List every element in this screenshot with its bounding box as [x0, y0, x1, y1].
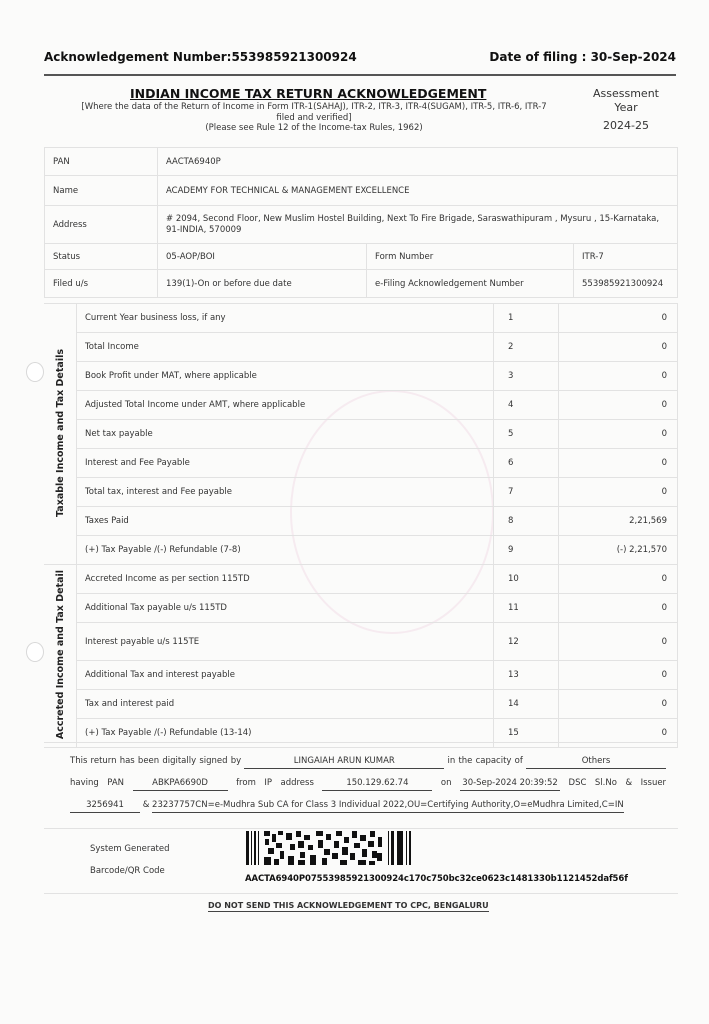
- row-label: Accreted Income as per section 115TD: [77, 565, 494, 594]
- footer-notice: DO NOT SEND THIS ACKNOWLEDGEMENT TO CPC, BENGALURU: [208, 901, 489, 910]
- row-number: 7: [494, 478, 559, 507]
- row-label: Tax and interest paid: [77, 690, 494, 719]
- signature-text: from IP address: [236, 778, 314, 788]
- row-value: 0: [559, 565, 678, 594]
- row-label: (+) Tax Payable /(-) Refundable (13-14): [77, 719, 494, 748]
- taxable-section-label-cell: [44, 304, 77, 565]
- row-value: 0: [559, 362, 678, 391]
- row-number: 12: [494, 623, 559, 661]
- row-value: 0: [559, 623, 678, 661]
- row-number: 1: [494, 304, 559, 333]
- assessment-year-box: [584, 87, 668, 133]
- divider: [44, 74, 676, 76]
- signer-pan: ABKPA6690D: [133, 776, 228, 791]
- row-label: Total Income: [77, 333, 494, 362]
- row-value: 0: [559, 304, 678, 333]
- row-label: Additional Tax payable u/s 115TD: [77, 594, 494, 623]
- address-value: # 2094, Second Floor, New Muslim Hostel Building, Next To Fire Brigade, Saraswathipuram , Mysuru , 15-Karnataka, 91-INDIA, 570009: [158, 206, 678, 244]
- table-row: [44, 623, 678, 661]
- signing-datetime: 30-Sep-2024 20:39:52: [460, 776, 560, 791]
- divider: [44, 893, 678, 894]
- status-value: 05-AOP/BOI: [158, 244, 367, 270]
- row-label: (+) Tax Payable /(-) Refundable (7-8): [77, 536, 494, 565]
- table-row: [44, 304, 678, 333]
- signer-ip: 150.129.62.74: [322, 776, 432, 791]
- row-label: Book Profit under MAT, where applicable: [77, 362, 494, 391]
- taxpayer-info-table: [44, 147, 678, 298]
- row-number: 6: [494, 449, 559, 478]
- signature-text: &: [142, 800, 150, 810]
- table-row: [44, 536, 678, 565]
- info-row-address: [45, 206, 678, 244]
- table-row: [44, 661, 678, 690]
- name-label: Name: [45, 176, 158, 206]
- table-row: [44, 507, 678, 536]
- row-number: 5: [494, 420, 559, 449]
- signature-text: DSC Sl.No & Issuer: [568, 778, 667, 788]
- address-label: Address: [45, 206, 158, 244]
- table-row: [44, 478, 678, 507]
- efiling-ack-label: e-Filing Acknowledgement Number: [367, 270, 574, 298]
- table-row: [44, 690, 678, 719]
- barcode-icon: [246, 831, 416, 865]
- taxable-section-label: Taxable Income and Tax Details: [54, 348, 66, 517]
- row-label: Interest and Fee Payable: [77, 449, 494, 478]
- table-row: [44, 449, 678, 478]
- subtitle-line: (Please see Rule 12 of the Income-tax Rules, 1962): [205, 123, 423, 133]
- row-label: Additional Tax and interest payable: [77, 661, 494, 690]
- info-row-pan: [45, 148, 678, 176]
- barcode-text: AACTA6940P07553985921300924c170c750bc32ce0623c1481330b1121452daf56f: [245, 874, 628, 884]
- row-number: 15: [494, 719, 559, 748]
- subtitle-line: filed and verified]: [276, 112, 352, 123]
- table-row: [44, 333, 678, 362]
- subtitle-line: [Where the data of the Return of Income in Form ITR-1(SAHAJ), ITR-2, ITR-3, ITR-4(SUGAM), ITR-5, ITR-6, ITR-7: [81, 102, 547, 112]
- signature-text: This return has been digitally signed by: [70, 756, 242, 766]
- assessment-year-value: 2024-25: [603, 119, 649, 132]
- barcode-label: Barcode/QR Code: [90, 866, 165, 876]
- signature-text: in the capacity of: [447, 756, 523, 766]
- table-row: [44, 391, 678, 420]
- pan-label: PAN: [45, 148, 158, 176]
- signer-name: LINGAIAH ARUN KUMAR: [244, 754, 444, 769]
- table-row: [44, 362, 678, 391]
- row-number: 10: [494, 565, 559, 594]
- acknowledgement-number: Acknowledgement Number:553985921300924: [44, 50, 357, 64]
- row-number: 3: [494, 362, 559, 391]
- top-bar: [44, 50, 676, 64]
- row-label: Adjusted Total Income under AMT, where applicable: [77, 391, 494, 420]
- row-label: Taxes Paid: [77, 507, 494, 536]
- punch-hole: [26, 642, 44, 662]
- row-value: 0: [559, 478, 678, 507]
- table-row: [44, 594, 678, 623]
- form-number-label: Form Number: [367, 244, 574, 270]
- filed-us-value: 139(1)-On or before due date: [158, 270, 367, 298]
- punch-hole: [26, 362, 44, 382]
- tax-details-table: [44, 303, 678, 748]
- status-label: Status: [45, 244, 158, 270]
- date-of-filing: Date of filing : 30-Sep-2024: [489, 50, 676, 64]
- assessment-year-label: Assessment Year: [593, 87, 659, 114]
- row-label: Net tax payable: [77, 420, 494, 449]
- row-value: 0: [559, 719, 678, 748]
- row-number: 11: [494, 594, 559, 623]
- row-value: 0: [559, 333, 678, 362]
- accreted-section-label-cell: [44, 565, 77, 748]
- document-title: INDIAN INCOME TAX RETURN ACKNOWLEDGEMENT: [130, 86, 487, 101]
- signer-capacity: Others: [526, 754, 666, 769]
- row-number: 8: [494, 507, 559, 536]
- row-value: (-) 2,21,570: [559, 536, 678, 565]
- dsc-serial: 3256941: [70, 798, 140, 813]
- row-value: 0: [559, 690, 678, 719]
- form-number-value: ITR-7: [574, 244, 678, 270]
- table-row: [44, 420, 678, 449]
- row-value: 0: [559, 391, 678, 420]
- info-row-status: [45, 244, 678, 270]
- document-subtitle: [44, 102, 584, 134]
- row-number: 14: [494, 690, 559, 719]
- divider: [44, 828, 678, 829]
- row-value: 0: [559, 594, 678, 623]
- pan-value: AACTA6940P: [158, 148, 678, 176]
- row-number: 13: [494, 661, 559, 690]
- info-row-name: [45, 176, 678, 206]
- table-row: [44, 719, 678, 748]
- digital-signature-statement: [70, 750, 666, 816]
- row-label: Interest payable u/s 115TE: [77, 623, 494, 661]
- dsc-issuer: 23237757CN=e-Mudhra Sub CA for Class 3 Individual 2022,OU=Certifying Authority,O=eMudhra Limited,C=IN: [152, 798, 624, 813]
- row-value: 0: [559, 661, 678, 690]
- row-number: 2: [494, 333, 559, 362]
- row-value: 0: [559, 449, 678, 478]
- info-row-filed: [45, 270, 678, 298]
- row-number: 9: [494, 536, 559, 565]
- table-row: [44, 565, 678, 594]
- row-value: 0: [559, 420, 678, 449]
- signature-text: having PAN: [70, 778, 125, 788]
- name-value: ACADEMY FOR TECHNICAL & MANAGEMENT EXCELLENCE: [158, 176, 678, 206]
- accreted-section-label: Accreted Income and Tax Detail: [54, 569, 66, 740]
- signature-text: on: [440, 778, 452, 788]
- efiling-ack-value: 553985921300924: [574, 270, 678, 298]
- divider: [44, 742, 678, 743]
- row-label: Total tax, interest and Fee payable: [77, 478, 494, 507]
- barcode-label: System Generated: [90, 844, 170, 854]
- row-label: Current Year business loss, if any: [77, 304, 494, 333]
- filed-us-label: Filed u/s: [45, 270, 158, 298]
- document-header: [44, 80, 678, 146]
- row-value: 2,21,569: [559, 507, 678, 536]
- row-number: 4: [494, 391, 559, 420]
